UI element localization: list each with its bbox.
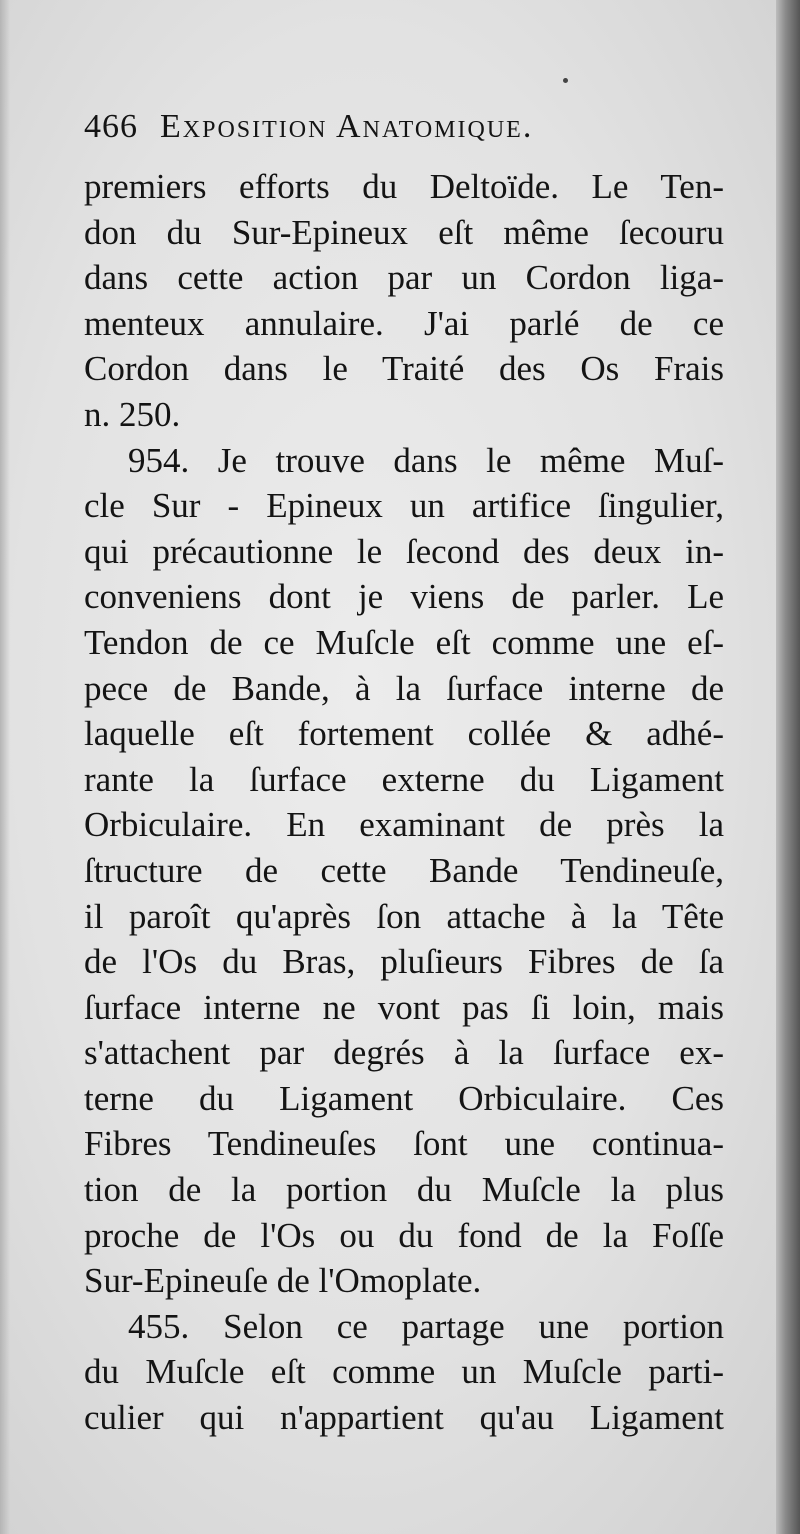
text-line: premiers efforts du Deltoïde. Le Ten- bbox=[84, 167, 724, 206]
text-line: don du Sur-Epineux eſt même ſecouru bbox=[84, 212, 724, 252]
ink-speck bbox=[563, 78, 568, 83]
text-line: proche de l'Os ou du fond de la Foſſe bbox=[84, 1215, 724, 1255]
text-line: culier qui n'appartient qu'au Ligament bbox=[84, 1398, 724, 1438]
text-line: 455. Selon ce partage une portion bbox=[128, 1306, 724, 1346]
page-binding-edge bbox=[776, 0, 800, 1534]
body-text bbox=[84, 164, 724, 1441]
text-line: rante la ſurface externe du Ligament bbox=[84, 759, 724, 799]
text-line: ſurface interne ne vont pas ſi loin, mais bbox=[84, 987, 724, 1027]
text-line: tion de la portion du Muſcle la plus bbox=[84, 1170, 724, 1210]
text-line: conveniens dont je viens de parler. Le bbox=[84, 577, 724, 617]
text-line: Cordon dans le Traité des Os Frais bbox=[84, 349, 724, 389]
text-line: menteux annulaire. J'ai parlé de ce bbox=[84, 303, 724, 343]
text-line: dans cette action par un Cordon liga- bbox=[84, 258, 724, 298]
text-line: laquelle eſt fortement collée & adhé- bbox=[84, 714, 724, 754]
text-line: terne du Ligament Orbiculaire. Ces bbox=[84, 1078, 724, 1118]
text-line: ſtructure de cette Bande Tendineuſe, bbox=[84, 850, 724, 890]
text-line: n. 250. bbox=[84, 394, 181, 434]
text-line: Orbiculaire. En examinant de près la bbox=[84, 805, 724, 845]
page-left-shadow bbox=[0, 0, 10, 1534]
text-line: du Muſcle eſt comme un Muſcle parti- bbox=[84, 1352, 724, 1392]
text-line: cle Sur - Epineux un artifice ſingulier, bbox=[84, 486, 724, 526]
text-line: de l'Os du Bras, pluſieurs Fibres de ſa bbox=[84, 942, 724, 982]
text-line: pece de Bande, à la ſurface interne de bbox=[84, 668, 724, 708]
running-title: Exposition Anatomique. bbox=[160, 108, 534, 145]
text-line: Fibres Tendineuſes ſont une continua- bbox=[84, 1124, 724, 1164]
page-number: 466 bbox=[84, 108, 138, 145]
text-line: il paroît qu'après ſon attache à la Tête bbox=[84, 896, 724, 936]
text-line: Sur-Epineuſe de l'Omoplate. bbox=[84, 1261, 482, 1301]
page-text bbox=[84, 108, 724, 1441]
text-line: Tendon de ce Muſcle eſt comme une eſ- bbox=[84, 622, 724, 662]
running-header bbox=[84, 108, 724, 164]
text-line: 954. Je trouve dans le même Muſ- bbox=[128, 440, 724, 480]
text-line: qui précautionne le ſecond des deux in- bbox=[84, 531, 724, 571]
text-line: s'attachent par degrés à la ſurface ex- bbox=[84, 1033, 724, 1073]
